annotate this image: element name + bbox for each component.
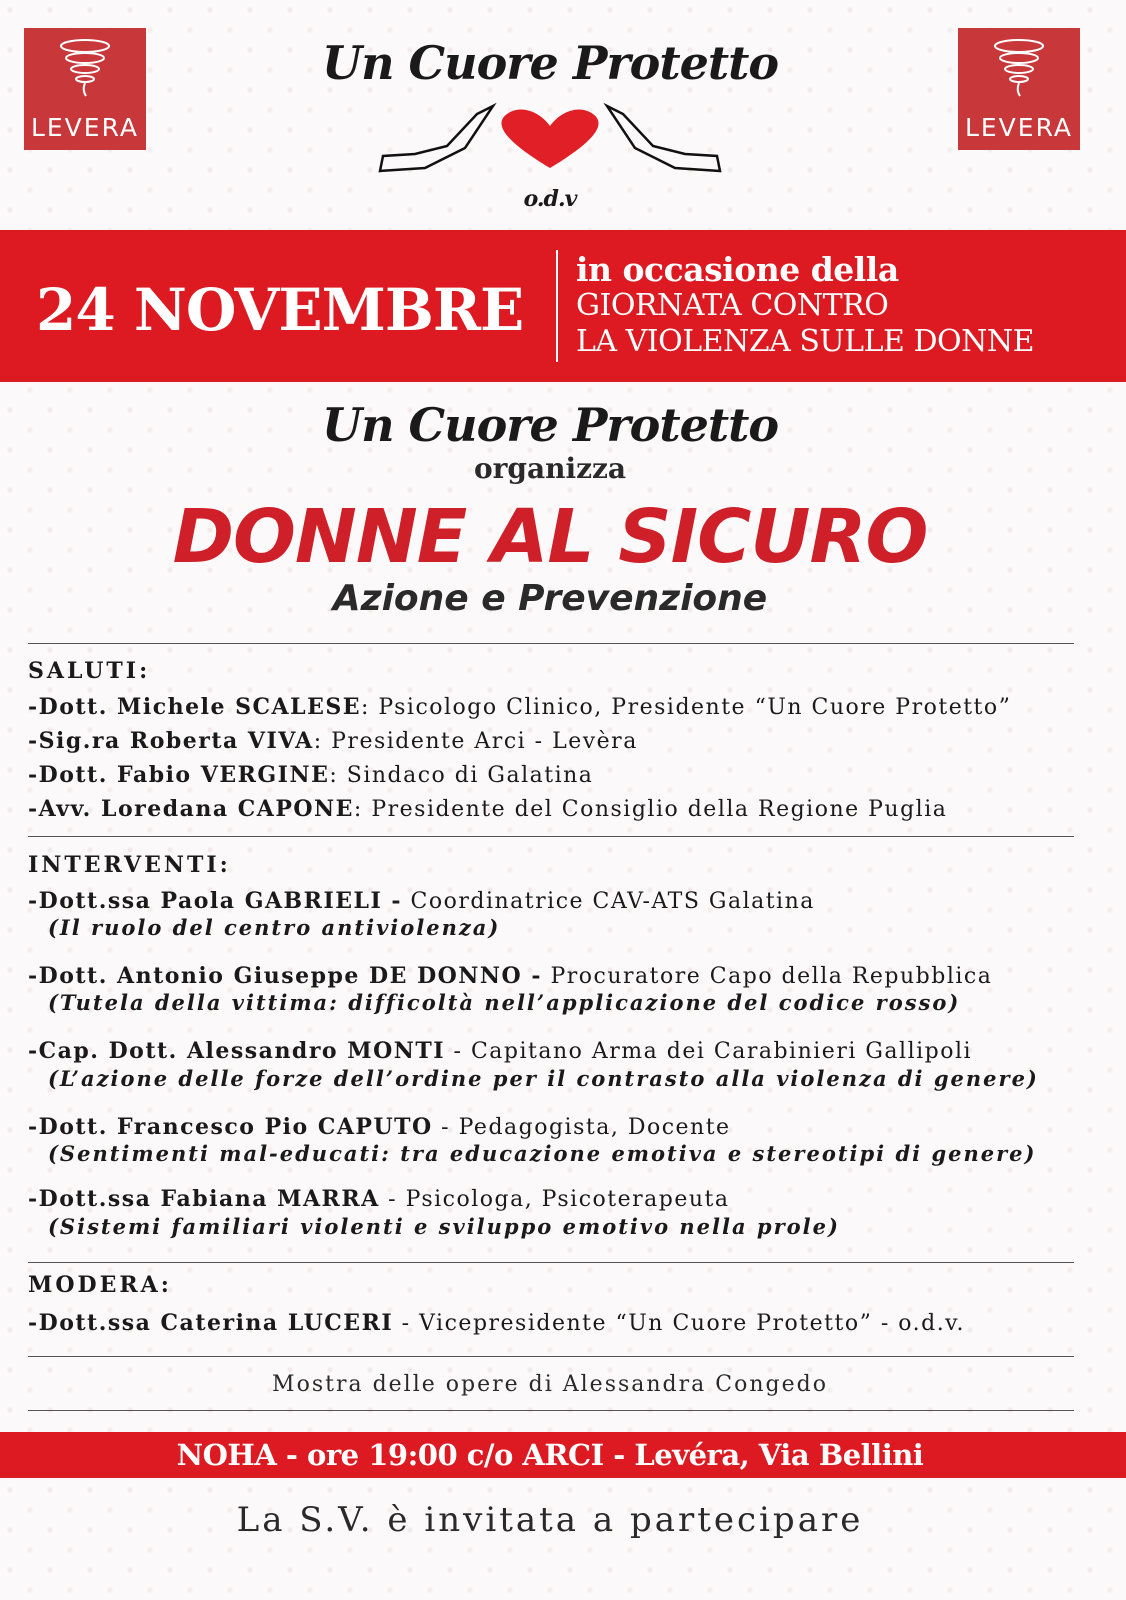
talk-topic: (Sentimenti mal-educati: tra educazione emotiva e stereotipi di genere)	[48, 1141, 1037, 1166]
speaker-role: : Presidente del Consiglio della Regione Puglia	[353, 797, 948, 822]
speaker-name: -Dott. Fabio VERGINE	[28, 762, 330, 788]
speaker-role: - Capitano Arma dei Carabinieri Gallipoli	[445, 1039, 973, 1064]
speaker-name: -Avv. Loredana CAPONE	[28, 796, 354, 822]
intervento-item	[28, 888, 815, 914]
event-date: 24 NOVEMBRE	[36, 276, 524, 344]
interventi-heading: INTERVENTI:	[28, 852, 231, 878]
intervento-item	[28, 963, 992, 989]
organizza-label: organizza	[473, 452, 627, 485]
divider	[28, 1410, 1074, 1411]
speaker-role: - Pedagogista, Docente	[432, 1115, 731, 1140]
speaker-role: Procuratore Capo della Repubblica	[541, 964, 993, 989]
intervento-item	[28, 1114, 731, 1140]
saluti-item	[28, 728, 638, 754]
modera-heading: MODERA:	[28, 1272, 172, 1298]
saluti-heading: SALUTI:	[28, 658, 151, 684]
intervento-item	[28, 1038, 972, 1064]
moderator	[28, 1310, 965, 1336]
org-name-intro: Un Cuore Protetto	[321, 398, 779, 452]
speaker-role: - Psicologa, Psicoterapeuta	[379, 1187, 730, 1212]
saluti-item	[28, 796, 947, 822]
intervento-item	[28, 1186, 730, 1212]
event-title: DONNE AL SICURO	[172, 494, 928, 580]
org-suffix: o.d.v	[523, 186, 577, 212]
invite-text: La S.V. è invitata a partecipare	[236, 1500, 864, 1540]
banner-line-1: in occasione della	[576, 250, 899, 289]
speaker-name: -Dott. Michele SCALESE	[28, 694, 361, 720]
speaker-name: -Dott. Francesco Pio CAPUTO	[28, 1114, 433, 1140]
levera-logo-text: LEVERA	[30, 113, 140, 142]
location-banner	[0, 1432, 1126, 1478]
talk-topic: (Il ruolo del centro antiviolenza)	[48, 915, 501, 940]
divider	[28, 1356, 1074, 1357]
banner-divider	[556, 250, 558, 362]
speaker-role: Coordinatrice CAV-ATS Galatina	[402, 889, 815, 914]
divider	[28, 1262, 1074, 1263]
speaker-name: -Sig.ra Roberta VIVA	[28, 728, 314, 754]
org-name-header: Un Cuore Protetto	[321, 36, 779, 90]
speaker-name: -Dott.ssa Fabiana MARRA	[28, 1186, 380, 1212]
location-text: NOHA - ore 19:00 c/o ARCI - Levéra, Via Bellini	[176, 1438, 924, 1472]
divider	[28, 643, 1074, 644]
speaker-role: : Sindaco di Galatina	[329, 763, 594, 788]
speaker-name: -Cap. Dott. Alessandro MONTI	[28, 1038, 446, 1064]
saluti-item	[28, 694, 1011, 720]
date-banner	[0, 230, 1126, 382]
talk-topic: (L’azione delle forze dell’ordine per il contrasto alla violenza di genere)	[48, 1066, 1039, 1091]
speaker-role: : Presidente Arci - Levèra	[313, 729, 638, 754]
talk-topic: (Tutela della vittima: difficoltà nell’applicazione del codice rosso)	[48, 990, 961, 1015]
speaker-role: - Vicepresidente “Un Cuore Protetto” - o.d.v.	[393, 1311, 965, 1336]
speaker-name: -Dott.ssa Paola GABRIELI -	[28, 888, 403, 914]
divider	[28, 836, 1074, 837]
banner-line-3: LA VIOLENZA SULLE DONNE	[576, 324, 1035, 359]
speaker-role: : Psicologo Clinico, Presidente “Un Cuore Protetto”	[361, 695, 1012, 720]
heart-hands-icon	[375, 96, 725, 192]
talk-topic: (Sistemi familiari violenti e sviluppo emotivo nella prole)	[48, 1214, 840, 1239]
saluti-item	[28, 762, 593, 788]
speaker-name: -Dott. Antonio Giuseppe DE DONNO -	[28, 963, 542, 989]
banner-line-2: GIORNATA CONTRO	[576, 288, 889, 323]
exhibit-note: Mostra delle opere di Alessandra Congedo	[272, 1372, 828, 1397]
event-subtitle: Azione e Prevenzione	[332, 578, 768, 619]
speaker-name: -Dott.ssa Caterina LUCERI	[28, 1310, 394, 1336]
levera-logo-text: LEVERA	[964, 113, 1074, 142]
